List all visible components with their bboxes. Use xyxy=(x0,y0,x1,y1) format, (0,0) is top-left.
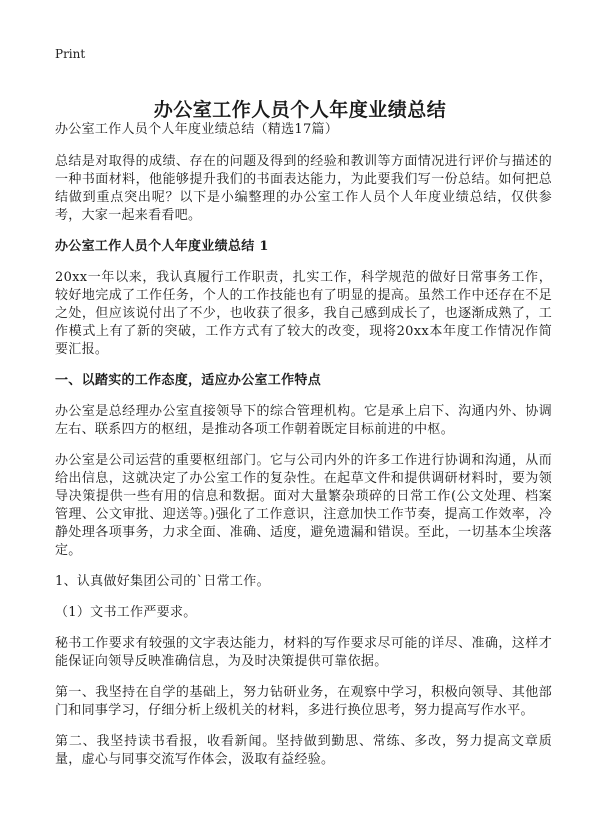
body-paragraph: 秘书工作要求有较强的文字表达能力，材料的写作要求尽可能的详尽、准确，这样才能保证向领导反映准确信息，为及时决策提供可靠依据。 xyxy=(55,636,552,669)
list-item: 1、认真做好集团公司的`日常工作。 xyxy=(55,574,270,589)
body-paragraph: 办公室是总经理办公室直接领导下的综合管理机构。它是承上启下、沟通内外、协调左右、联系四方的枢纽，是推动各项工作朝着既定目标前进的中枢。 xyxy=(55,404,552,437)
body-paragraph: 办公室是公司运营的重要枢纽部门。它与公司内外的许多工作进行协调和沟通，从而给出信息，这就决定了办公室工作的复杂性。在起草文件和提供调研材料时，要为领导决策提供一些有用的信息和数据。面对大量繁杂琐碎的日常工作(公文处理、档案管理、公文审批、迎送等。)强化了工作意识，注意加快工作节奏，提高工作效率，冷静处理各项事务，力求全面、准确、适度，避免遗漏和错误。至此，一切基本尘埃落定。 xyxy=(55,453,552,558)
subsection-heading: 一、以踏实的工作态度，适应办公室工作特点 xyxy=(55,373,322,388)
print-link[interactable]: Print xyxy=(55,47,86,61)
body-paragraph: 第一、我坚持在自学的基础上，努力钻研业务，在观察中学习，积极向领导、其他部门和同事学习，仔细分析上级机关的材料，多进行换位思考，努力提高写作水平。 xyxy=(55,685,552,718)
section-heading: 办公室工作人员个人年度业绩总结 1 xyxy=(55,239,269,254)
page-title: 办公室工作人员个人年度业绩总结 xyxy=(153,98,447,121)
intro-paragraph: 总结是对取得的成绩、存在的问题及得到的经验和教训等方面情况进行评价与描述的一种书面材料，他能够提升我们的书面表达能力，为此要我们写一份总结。如何把总结做到重点突出呢？以下是小编整理的办公室工作人员个人年度业绩总结，仅供参考，大家一起来看看吧。 xyxy=(55,154,552,223)
body-paragraph: 第二、我坚持读书看报，收看新闻。坚持做到勤思、常练、多改，努力提高文章质量，虚心与同事交流写作体会，汲取有益经验。 xyxy=(55,734,552,767)
list-subitem: （1）文书工作严要求。 xyxy=(55,605,197,620)
body-paragraph: 20xx一年以来，我认真履行工作职责，扎实工作，科学规范的做好日常事务工作，较好地完成了工作任务，个人的工作技能也有了明显的提高。虽然工作中还存在不足之处，但应该说付出了不少，也收获了很多，我自己感到成长了，也逐渐成熟了，工作模式上有了新的突破，工作方式有了较大的改变，现将20xx本年度工作情况作简要汇报。 xyxy=(55,270,552,357)
document-subtitle: 办公室工作人员个人年度业绩总结（精选17篇） xyxy=(55,122,339,137)
document-body xyxy=(55,121,552,782)
